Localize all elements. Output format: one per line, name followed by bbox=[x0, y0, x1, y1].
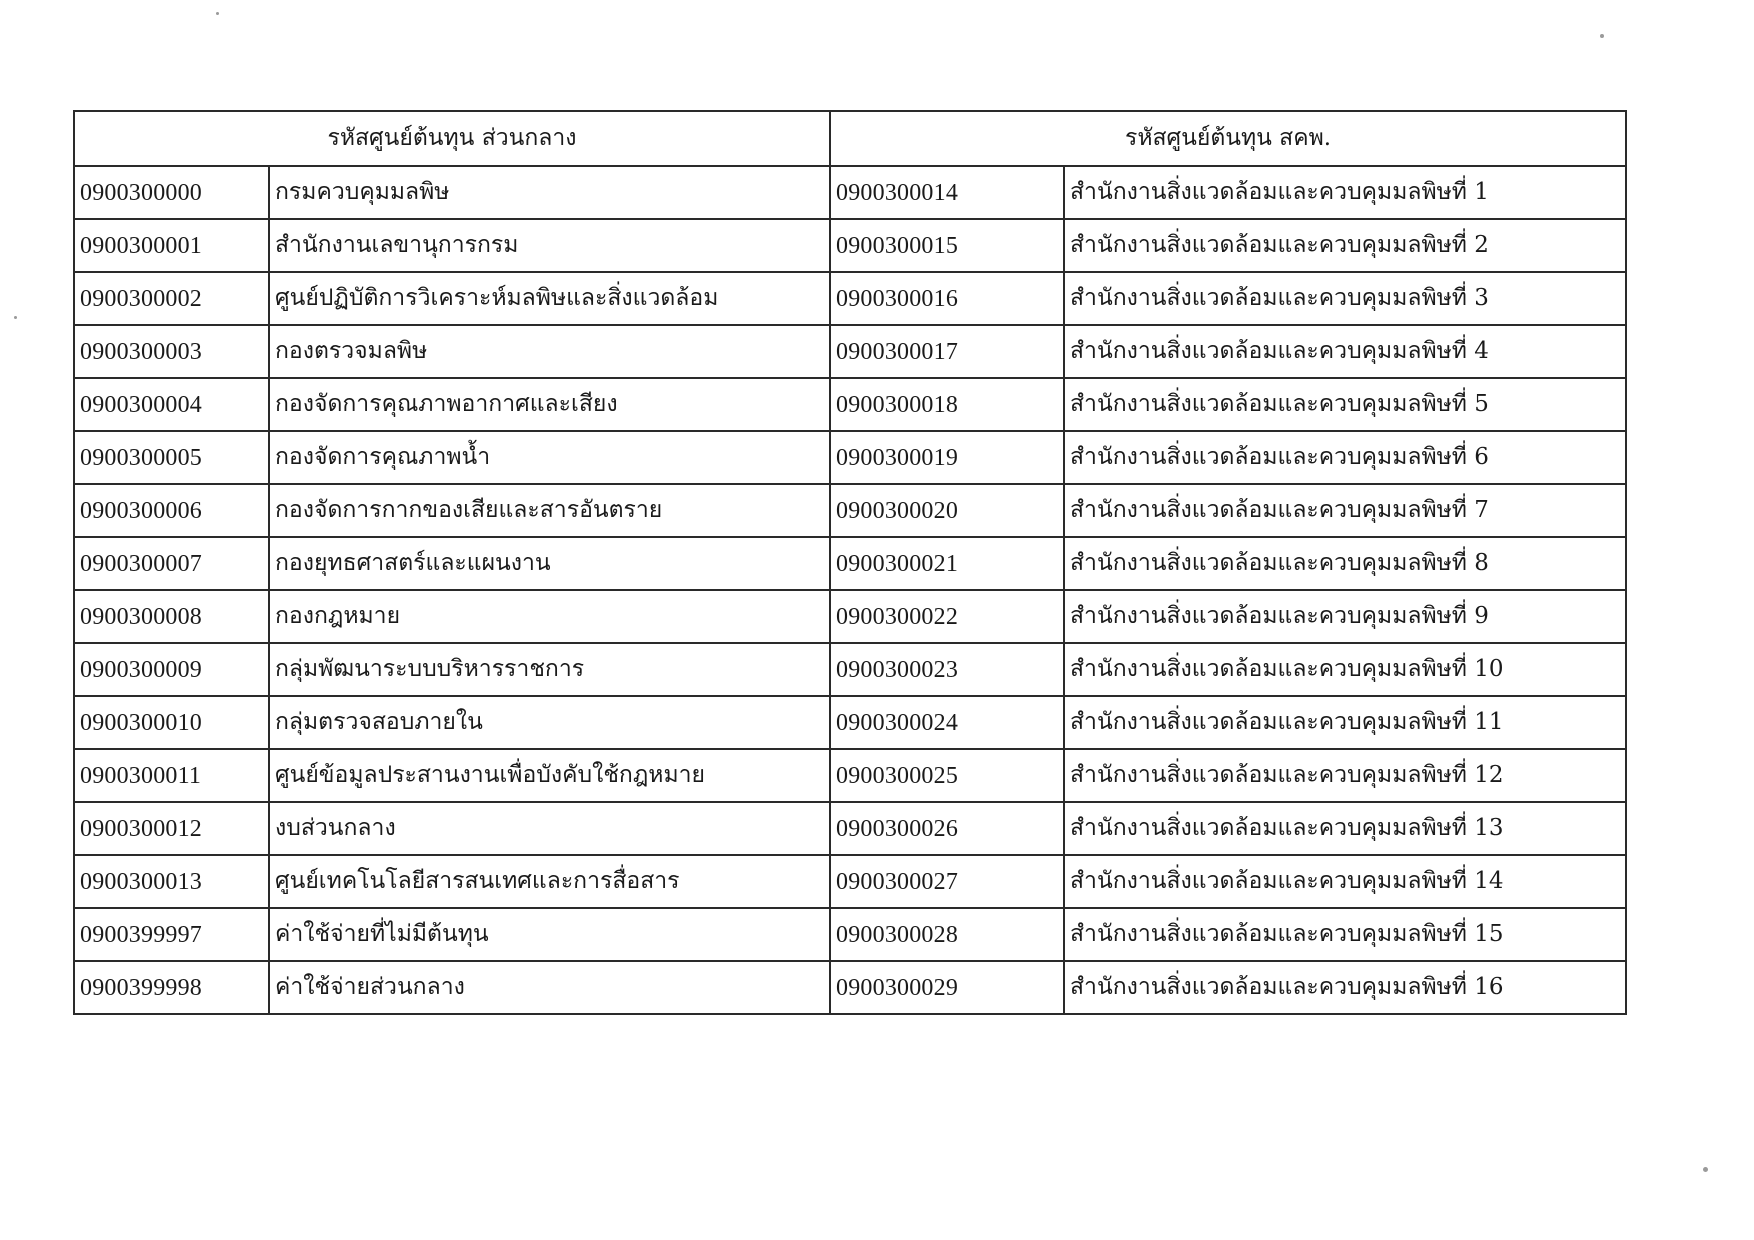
central-name-cell: กลุ่มพัฒนาระบบบริหารราชการ bbox=[269, 643, 830, 696]
table-row bbox=[74, 908, 1626, 961]
regional-code-cell: 0900300019 bbox=[830, 431, 1064, 484]
central-code-cell: 0900300010 bbox=[74, 696, 269, 749]
central-name-cell: กองยุทธศาสตร์และแผนงาน bbox=[269, 537, 830, 590]
scan-speck bbox=[1703, 1167, 1708, 1172]
table-row bbox=[74, 696, 1626, 749]
central-code-cell: 0900300011 bbox=[74, 749, 269, 802]
central-code-cell: 0900300001 bbox=[74, 219, 269, 272]
central-code-cell: 0900300006 bbox=[74, 484, 269, 537]
regional-name-cell: สำนักงานสิ่งแวดล้อมและควบคุมมลพิษที่ 4 bbox=[1064, 325, 1626, 378]
central-name-cell: ค่าใช้จ่ายส่วนกลาง bbox=[269, 961, 830, 1014]
central-name-cell: ศูนย์ข้อมูลประสานงานเพื่อบังคับใช้กฎหมาย bbox=[269, 749, 830, 802]
regional-name-cell: สำนักงานสิ่งแวดล้อมและควบคุมมลพิษที่ 3 bbox=[1064, 272, 1626, 325]
regional-code-cell: 0900300023 bbox=[830, 643, 1064, 696]
central-name-cell: กองจัดการกากของเสียและสารอันตราย bbox=[269, 484, 830, 537]
regional-name-cell: สำนักงานสิ่งแวดล้อมและควบคุมมลพิษที่ 7 bbox=[1064, 484, 1626, 537]
table-row bbox=[74, 484, 1626, 537]
central-code-cell: 0900399998 bbox=[74, 961, 269, 1014]
table-row bbox=[74, 166, 1626, 219]
regional-name-cell: สำนักงานสิ่งแวดล้อมและควบคุมมลพิษที่ 5 bbox=[1064, 378, 1626, 431]
table-row bbox=[74, 802, 1626, 855]
central-name-cell: กองจัดการคุณภาพอากาศและเสียง bbox=[269, 378, 830, 431]
table-body bbox=[74, 166, 1626, 1014]
central-code-cell: 0900300012 bbox=[74, 802, 269, 855]
table-header-row bbox=[74, 111, 1626, 166]
header-regional-cost-center: รหัสศูนย์ต้นทุน สคพ. bbox=[830, 111, 1626, 166]
table-row bbox=[74, 590, 1626, 643]
regional-code-cell: 0900300026 bbox=[830, 802, 1064, 855]
regional-code-cell: 0900300021 bbox=[830, 537, 1064, 590]
central-name-cell: ศูนย์ปฏิบัติการวิเคราะห์มลพิษและสิ่งแวดล้อม bbox=[269, 272, 830, 325]
central-code-cell: 0900300005 bbox=[74, 431, 269, 484]
central-name-cell: งบส่วนกลาง bbox=[269, 802, 830, 855]
central-code-cell: 0900300000 bbox=[74, 166, 269, 219]
regional-code-cell: 0900300025 bbox=[830, 749, 1064, 802]
central-name-cell: กองกฎหมาย bbox=[269, 590, 830, 643]
regional-name-cell: สำนักงานสิ่งแวดล้อมและควบคุมมลพิษที่ 15 bbox=[1064, 908, 1626, 961]
central-name-cell: สำนักงานเลขานุการกรม bbox=[269, 219, 830, 272]
central-code-cell: 0900399997 bbox=[74, 908, 269, 961]
central-name-cell: กลุ่มตรวจสอบภายใน bbox=[269, 696, 830, 749]
scan-speck bbox=[14, 316, 17, 319]
table-row bbox=[74, 961, 1626, 1014]
central-name-cell: กองตรวจมลพิษ bbox=[269, 325, 830, 378]
central-code-cell: 0900300007 bbox=[74, 537, 269, 590]
table-row bbox=[74, 325, 1626, 378]
regional-code-cell: 0900300024 bbox=[830, 696, 1064, 749]
central-code-cell: 0900300013 bbox=[74, 855, 269, 908]
central-code-cell: 0900300003 bbox=[74, 325, 269, 378]
regional-code-cell: 0900300022 bbox=[830, 590, 1064, 643]
regional-code-cell: 0900300016 bbox=[830, 272, 1064, 325]
regional-code-cell: 0900300017 bbox=[830, 325, 1064, 378]
cost-center-table bbox=[73, 110, 1627, 1015]
regional-name-cell: สำนักงานสิ่งแวดล้อมและควบคุมมลพิษที่ 9 bbox=[1064, 590, 1626, 643]
regional-code-cell: 0900300029 bbox=[830, 961, 1064, 1014]
regional-name-cell: สำนักงานสิ่งแวดล้อมและควบคุมมลพิษที่ 10 bbox=[1064, 643, 1626, 696]
central-code-cell: 0900300004 bbox=[74, 378, 269, 431]
header-central-cost-center: รหัสศูนย์ต้นทุน ส่วนกลาง bbox=[74, 111, 830, 166]
regional-name-cell: สำนักงานสิ่งแวดล้อมและควบคุมมลพิษที่ 16 bbox=[1064, 961, 1626, 1014]
scan-speck bbox=[216, 12, 219, 15]
regional-code-cell: 0900300015 bbox=[830, 219, 1064, 272]
regional-code-cell: 0900300014 bbox=[830, 166, 1064, 219]
scan-speck bbox=[1600, 34, 1604, 38]
central-code-cell: 0900300002 bbox=[74, 272, 269, 325]
regional-name-cell: สำนักงานสิ่งแวดล้อมและควบคุมมลพิษที่ 13 bbox=[1064, 802, 1626, 855]
table-row bbox=[74, 272, 1626, 325]
central-name-cell: ศูนย์เทคโนโลยีสารสนเทศและการสื่อสาร bbox=[269, 855, 830, 908]
regional-name-cell: สำนักงานสิ่งแวดล้อมและควบคุมมลพิษที่ 12 bbox=[1064, 749, 1626, 802]
regional-code-cell: 0900300028 bbox=[830, 908, 1064, 961]
central-code-cell: 0900300009 bbox=[74, 643, 269, 696]
regional-name-cell: สำนักงานสิ่งแวดล้อมและควบคุมมลพิษที่ 6 bbox=[1064, 431, 1626, 484]
regional-name-cell: สำนักงานสิ่งแวดล้อมและควบคุมมลพิษที่ 14 bbox=[1064, 855, 1626, 908]
table-row bbox=[74, 643, 1626, 696]
table-row bbox=[74, 537, 1626, 590]
regional-name-cell: สำนักงานสิ่งแวดล้อมและควบคุมมลพิษที่ 11 bbox=[1064, 696, 1626, 749]
regional-code-cell: 0900300027 bbox=[830, 855, 1064, 908]
central-name-cell: กรมควบคุมมลพิษ bbox=[269, 166, 830, 219]
table-row bbox=[74, 855, 1626, 908]
regional-name-cell: สำนักงานสิ่งแวดล้อมและควบคุมมลพิษที่ 8 bbox=[1064, 537, 1626, 590]
regional-name-cell: สำนักงานสิ่งแวดล้อมและควบคุมมลพิษที่ 2 bbox=[1064, 219, 1626, 272]
table-row bbox=[74, 431, 1626, 484]
regional-code-cell: 0900300020 bbox=[830, 484, 1064, 537]
central-name-cell: ค่าใช้จ่ายที่ไม่มีต้นทุน bbox=[269, 908, 830, 961]
regional-name-cell: สำนักงานสิ่งแวดล้อมและควบคุมมลพิษที่ 1 bbox=[1064, 166, 1626, 219]
table-row bbox=[74, 749, 1626, 802]
table-row bbox=[74, 219, 1626, 272]
table-row bbox=[74, 378, 1626, 431]
regional-code-cell: 0900300018 bbox=[830, 378, 1064, 431]
central-code-cell: 0900300008 bbox=[74, 590, 269, 643]
central-name-cell: กองจัดการคุณภาพน้ำ bbox=[269, 431, 830, 484]
